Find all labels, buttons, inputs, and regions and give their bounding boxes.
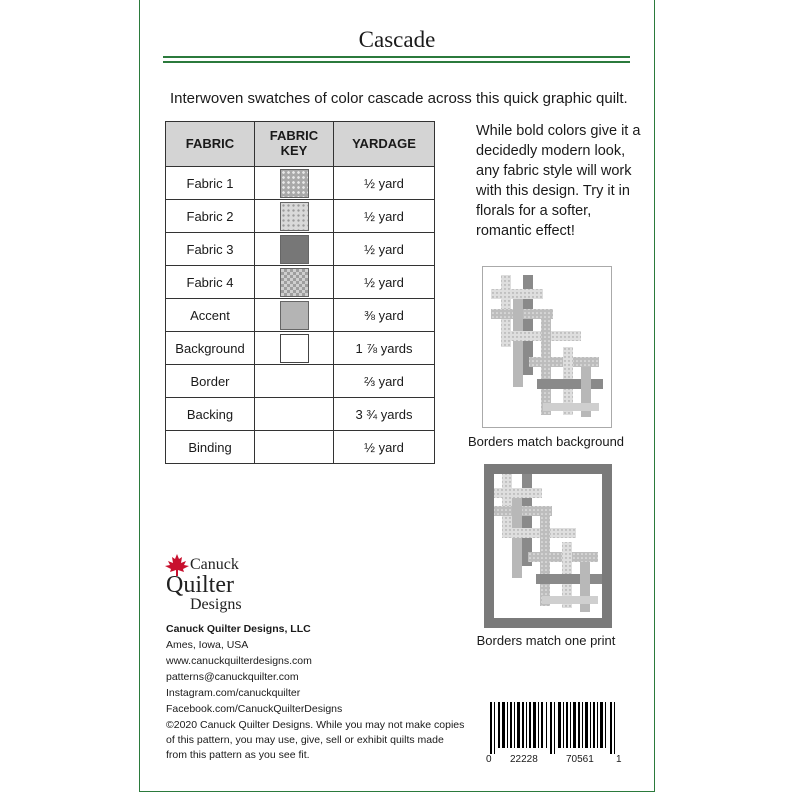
intro-text: Interwoven swatches of color cascade across this quick graphic quilt. [170, 90, 628, 107]
barcode-digit-0: 0 [486, 754, 492, 765]
fabric-yardage: 3 ¾ yards [334, 398, 435, 431]
table-row [166, 233, 435, 266]
title-rule-bottom [163, 61, 630, 63]
logo-line-quilter: Quilter [166, 572, 234, 598]
logo-line-designs: Designs [190, 596, 242, 613]
title-rule-top [163, 56, 630, 58]
header-yardage: YARDAGE [334, 122, 435, 167]
fabric-yardage: ½ yard [334, 431, 435, 464]
quilt-diagram-background-border [482, 266, 612, 428]
caption-borders-background: Borders match background [467, 434, 625, 449]
fabric-name: Fabric 3 [166, 233, 255, 266]
fabric-yardage: 1 ⅞ yards [334, 332, 435, 365]
table-row [166, 365, 435, 398]
table-row [166, 167, 435, 200]
yardage-table [165, 121, 435, 464]
caption-borders-print: Borders match one print [476, 633, 616, 648]
header-fabric-key: FABRIC KEY [255, 122, 334, 167]
barcode [486, 702, 624, 754]
company-instagram[interactable]: Instagram.com/canuckquilter [166, 687, 301, 699]
company-info [166, 621, 342, 717]
fabric-name: Background [166, 332, 255, 365]
fabric-yardage: ½ yard [334, 167, 435, 200]
fabric-yardage: ⅔ yard [334, 365, 435, 398]
page-title: Cascade [358, 27, 436, 52]
company-name: Canuck Quilter Designs, LLC [166, 623, 311, 635]
table-header-row [166, 122, 435, 167]
header-fabric: FABRIC [166, 122, 255, 167]
barcode-digit-3: 1 [616, 754, 622, 765]
logo-line-canuck: Canuck [190, 556, 239, 573]
swatch-fabric-4 [280, 268, 309, 297]
side-description: While bold colors give it a decidedly modern look, any fabric style will work with this design. Try it in florals for a softer, romantic effect! [476, 123, 641, 239]
table-row [166, 200, 435, 233]
company-facebook[interactable]: Facebook.com/CanuckQuilterDesigns [166, 703, 343, 715]
fabric-name: Binding [166, 431, 255, 464]
fabric-yardage: ½ yard [334, 266, 435, 299]
fabric-name: Fabric 1 [166, 167, 255, 200]
fabric-yardage: ½ yard [334, 200, 435, 233]
fabric-yardage: ½ yard [334, 233, 435, 266]
fabric-name: Accent [166, 299, 255, 332]
fabric-name: Fabric 2 [166, 200, 255, 233]
fabric-name: Backing [166, 398, 255, 431]
quilt-diagram-print-border [484, 464, 612, 628]
swatch-fabric-2 [280, 202, 309, 231]
copyright-notice: ©2020 Canuck Quilter Designs. While you may not make copies of this pattern, you may use, give, sell or exhibit quilts made from this pattern as you see fit. [166, 719, 465, 761]
company-email[interactable]: patterns@canuckquilter.com [166, 671, 299, 683]
company-website[interactable]: www.canuckquilterdesigns.com [166, 655, 312, 667]
company-location: Ames, Iowa, USA [166, 639, 249, 651]
barcode-digits-2: 70561 [566, 754, 594, 765]
swatch-accent [280, 301, 309, 330]
fabric-name: Fabric 4 [166, 266, 255, 299]
fabric-name: Border [166, 365, 255, 398]
swatch-background [280, 334, 309, 363]
swatch-fabric-1 [280, 169, 309, 198]
swatch-fabric-3 [280, 235, 309, 264]
table-row [166, 299, 435, 332]
table-row [166, 398, 435, 431]
barcode-digits-1: 22228 [510, 754, 538, 765]
table-row [166, 332, 435, 365]
table-row [166, 266, 435, 299]
table-row [166, 431, 435, 464]
fabric-yardage: ⅜ yard [334, 299, 435, 332]
